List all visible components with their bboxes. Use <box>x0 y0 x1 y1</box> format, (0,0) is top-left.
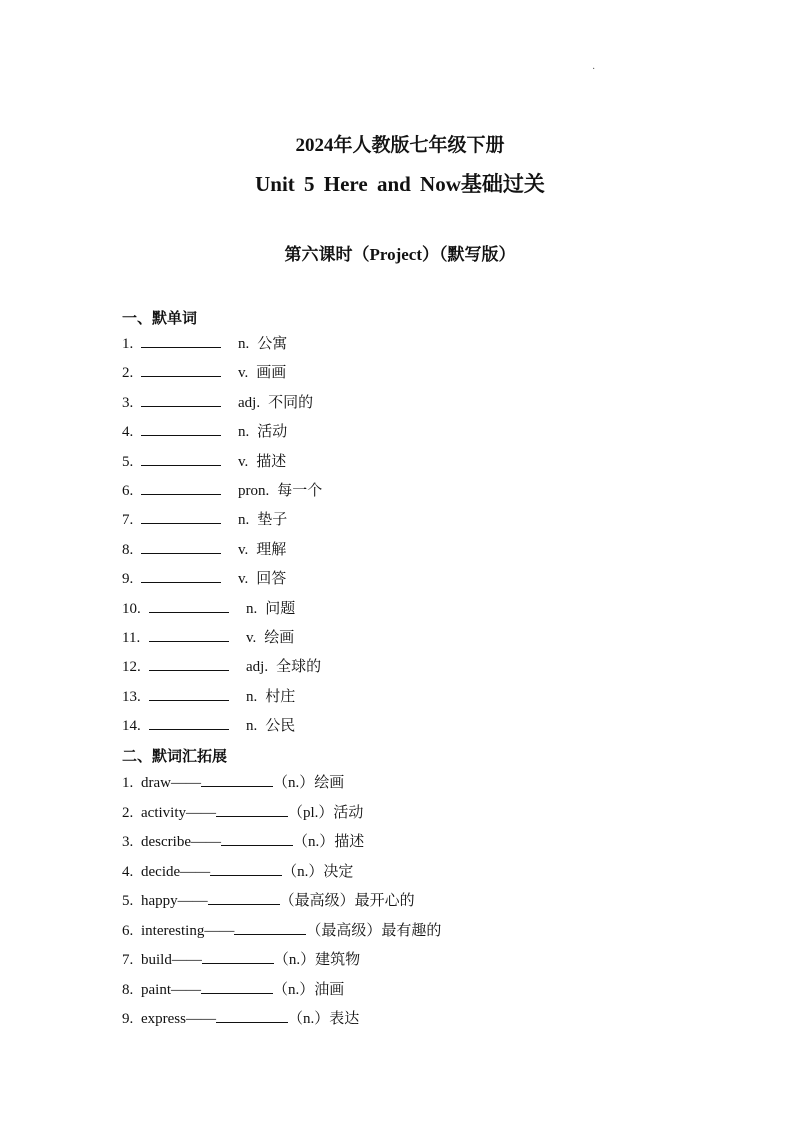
page-marker-dot: · <box>592 64 596 75</box>
base-word: describe—— <box>141 834 221 850</box>
answer-blank[interactable] <box>141 362 221 377</box>
base-word: express—— <box>141 1011 216 1027</box>
word-item <box>122 686 295 708</box>
word-item <box>122 509 287 531</box>
item-number: 4. <box>122 424 134 440</box>
item-number: 3. <box>122 395 134 411</box>
word-item <box>122 539 286 561</box>
part-of-speech: v. <box>238 542 249 558</box>
item-number: 10. <box>122 601 141 617</box>
expansion-item <box>122 1008 359 1030</box>
item-number: 9. <box>122 1011 134 1027</box>
word-item <box>122 568 286 590</box>
answer-blank[interactable] <box>216 1008 288 1023</box>
form-hint: （最高级）最开心的 <box>279 893 415 909</box>
base-word: draw—— <box>141 775 201 791</box>
item-number: 6. <box>122 483 134 499</box>
answer-blank[interactable] <box>141 421 221 436</box>
word-meaning: 问题 <box>265 601 296 617</box>
form-hint: （pl.）活动 <box>288 805 364 821</box>
lesson-title: 第六课时（Project）（默写版） <box>284 245 516 264</box>
part-of-speech: v. <box>238 365 249 381</box>
answer-blank[interactable] <box>201 772 273 787</box>
expansion-item <box>122 802 363 824</box>
answer-blank[interactable] <box>149 598 229 613</box>
word-item <box>122 333 287 355</box>
answer-blank[interactable] <box>234 920 306 935</box>
item-number: 4. <box>122 864 134 880</box>
item-number: 6. <box>122 923 134 939</box>
answer-blank[interactable] <box>221 831 293 846</box>
item-number: 1. <box>122 775 134 791</box>
answer-blank[interactable] <box>202 949 274 964</box>
form-hint: （n.）油画 <box>273 982 345 998</box>
part-of-speech: pron. <box>238 483 270 499</box>
item-number: 5. <box>122 454 134 470</box>
word-meaning: 不同的 <box>268 395 314 411</box>
page-subtitle: Unit 5 Here and Now基础过关 <box>255 172 545 196</box>
item-number: 8. <box>122 982 134 998</box>
word-item <box>122 362 286 384</box>
item-number: 3. <box>122 834 134 850</box>
word-item <box>122 715 295 737</box>
word-meaning: 每一个 <box>277 483 323 499</box>
word-item <box>122 421 287 443</box>
answer-blank[interactable] <box>141 392 221 407</box>
item-number: 1. <box>122 336 134 352</box>
word-meaning: 公寓 <box>257 336 288 352</box>
part-of-speech: n. <box>246 689 258 705</box>
word-meaning: 村庄 <box>265 689 296 705</box>
word-item <box>122 598 295 620</box>
base-word: decide—— <box>141 864 211 880</box>
item-number: 14. <box>122 718 141 734</box>
base-word: build—— <box>141 952 202 968</box>
item-number: 11. <box>122 630 141 646</box>
section-heading-words: 一、默单词 <box>122 311 198 327</box>
form-hint: （n.）描述 <box>292 834 365 850</box>
word-item <box>122 656 321 678</box>
word-item <box>122 480 322 502</box>
base-word: activity—— <box>141 805 216 821</box>
item-number: 2. <box>122 365 134 381</box>
form-hint: （n.）决定 <box>282 864 354 880</box>
part-of-speech: n. <box>238 336 250 352</box>
answer-blank[interactable] <box>201 979 273 994</box>
expansion-item <box>122 890 415 912</box>
answer-blank[interactable] <box>149 656 229 671</box>
form-hint: （最高级）最有趣的 <box>306 923 442 939</box>
word-meaning: 理解 <box>256 542 287 558</box>
answer-blank[interactable] <box>141 509 221 524</box>
word-meaning: 描述 <box>256 454 287 470</box>
expansion-item <box>122 949 360 971</box>
answer-blank[interactable] <box>216 802 288 817</box>
part-of-speech: n. <box>246 718 258 734</box>
answer-blank[interactable] <box>210 861 282 876</box>
word-meaning: 绘画 <box>264 630 295 646</box>
item-number: 9. <box>122 571 134 587</box>
word-meaning: 全球的 <box>276 659 322 675</box>
word-meaning: 垫子 <box>257 512 288 528</box>
page-title: 2024年人教版七年级下册 <box>295 135 505 156</box>
part-of-speech: n. <box>246 601 258 617</box>
base-word: interesting—— <box>141 923 235 939</box>
expansion-item <box>122 861 353 883</box>
base-word: happy—— <box>141 893 208 909</box>
part-of-speech: v. <box>246 630 257 646</box>
word-meaning: 活动 <box>257 424 288 440</box>
word-meaning: 回答 <box>256 571 287 587</box>
item-number: 7. <box>122 952 134 968</box>
item-number: 8. <box>122 542 134 558</box>
form-hint: （n.）表达 <box>288 1011 360 1027</box>
base-word: paint—— <box>141 982 201 998</box>
part-of-speech: adj. <box>246 659 269 675</box>
item-number: 12. <box>122 659 141 675</box>
expansion-item <box>122 772 344 794</box>
answer-blank[interactable] <box>141 568 221 583</box>
part-of-speech: n. <box>238 512 250 528</box>
part-of-speech: n. <box>238 424 250 440</box>
form-hint: （n.）建筑物 <box>273 952 361 968</box>
expansion-item <box>122 831 364 853</box>
word-item <box>122 392 313 414</box>
answer-blank[interactable] <box>149 627 229 642</box>
part-of-speech: adj. <box>238 395 261 411</box>
item-number: 7. <box>122 512 134 528</box>
answer-blank[interactable] <box>141 451 221 466</box>
item-number: 5. <box>122 893 134 909</box>
word-meaning: 画画 <box>256 365 287 381</box>
word-meaning: 公民 <box>265 718 296 734</box>
answer-blank[interactable] <box>149 715 229 730</box>
item-number: 2. <box>122 805 134 821</box>
answer-blank[interactable] <box>149 686 229 701</box>
section-heading-expansion: 二、默词汇拓展 <box>122 749 228 765</box>
word-item <box>122 627 294 649</box>
answer-blank[interactable] <box>208 890 280 905</box>
part-of-speech: v. <box>238 454 249 470</box>
word-item <box>122 451 286 473</box>
answer-blank[interactable] <box>141 539 221 554</box>
answer-blank[interactable] <box>141 480 221 495</box>
expansion-item <box>122 979 344 1001</box>
form-hint: （n.）绘画 <box>273 775 345 791</box>
answer-blank[interactable] <box>141 333 221 348</box>
expansion-item <box>122 920 441 942</box>
item-number: 13. <box>122 689 141 705</box>
part-of-speech: v. <box>238 571 249 587</box>
